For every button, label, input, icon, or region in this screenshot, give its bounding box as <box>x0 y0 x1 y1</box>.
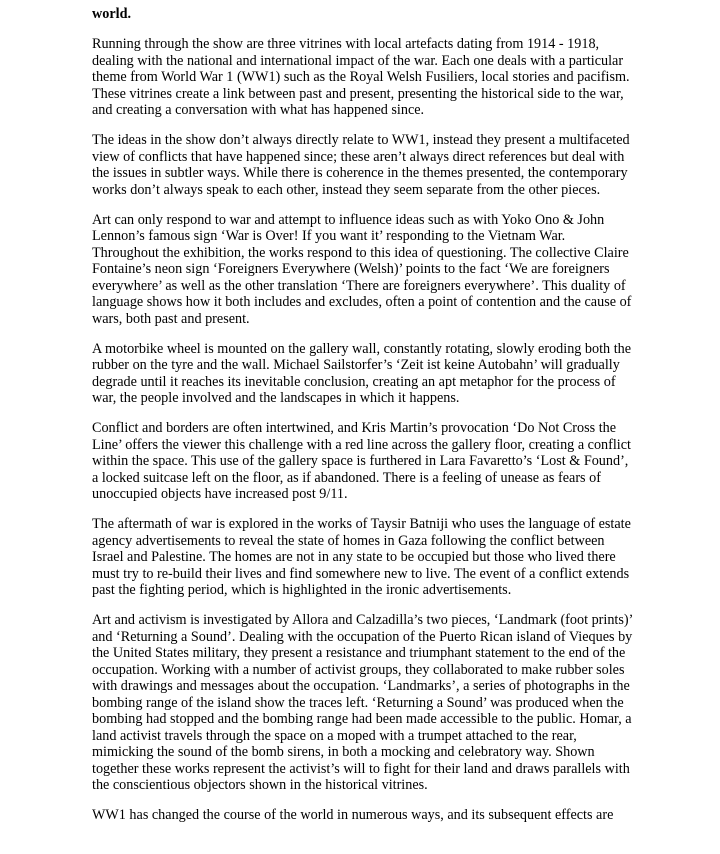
paragraph-show-ideas: The ideas in the show don’t always directly relate to WW1, instead they present a multifaceted view of conflicts that have happened since; these aren’t always direct references but deal with the issues in subtler ways. While there is coherence in the themes presented, the contemporary works don’t always speak to each other, instead they seem separate from the other pieces. <box>92 132 630 198</box>
paragraph-conflict-borders: Conflict and borders are often intertwined, and Kris Martin’s provocation ‘Do Not Cross the Line’ offers the viewer this challenge with a red line across the gallery floor, creating a conflict within the space. This use of the gallery space is furthered in Lara Favaretto’s ‘Lost & Found’, a locked suitcase left on the floor, as if abandoned. There is a feeling of unease as fears of unoccupied objects have increased post 9/11. <box>92 420 631 502</box>
paragraph-art-activism: Art and activism is investigated by Allora and Calzadilla’s two pieces, ‘Landmark (foot prints)’ and ‘Returning a Sound’. Dealing with the occupation of the Puerto Rican island of Vieques by the United States military, they present a resistance and triumphant statement to the end of the occupation. Working with a number of activist groups, they collaborated to make rubber soles with drawings and messages about the occupation. ‘Landmarks’, a series of photographs in the bombing range of the island show the traces left. ‘Returning a Sound’ was produced when the bombing had stopped and the bombing range had been made accessible to the public. Homar, a land activist travels through the space on a moped with a trumpet attached to the rear, mimicking the sound of the bomb sirens, in both a mocking and celebratory way. Shown together these works represent the activist’s will to fight for their land and draws parallels with the conscientious objectors shown in the historical vitrines. <box>92 612 633 793</box>
paragraph-aftermath: The aftermath of war is explored in the works of Taysir Batniji who uses the language of estate agency advertisements to reveal the state of homes in Gaza following the conflict between Israel and Palestine. The homes are not in any state to be occupied but those who lived there must try to re-build their lives and find somewhere new to live. The event of a conflict extends past the fighting period, which is highlighted in the ironic advertisements. <box>92 516 631 598</box>
paragraph-motorbike-wheel: A motorbike wheel is mounted on the gallery wall, constantly rotating, slowly eroding both the rubber on the tyre and the wall. Michael Sailstorfer’s ‘Zeit ist keine Autobahn’ will gradually degrade until it reaches its inevitable conclusion, creating an apt metaphor for the process of war, the people involved and the landscapes in which it happens. <box>92 340 632 406</box>
paragraph-vitrines: Running through the show are three vitrines with local artefacts dating from 1914 - 1918, dealing with the national and international impact of the war. Each one deals with a particular theme from World War 1 (WW1) such as the Royal Welsh Fusiliers, local stories and pacifism. These vitrines create a link between past and present, presenting the historical side to the war, and creating a conversation with what has happened since. <box>92 36 630 118</box>
paragraph-ww1-course: WW1 has changed the course of the world in numerous ways, and its subsequent effects are <box>92 807 614 823</box>
paragraph-heading-fragment: world. <box>92 6 132 22</box>
paragraph-art-responds: Art can only respond to war and attempt to influence ideas such as with Yoko Ono & John Lennon’s famous sign ‘War is Over! If you want it’ responding to the Vietnam War. Throughout the exhibition, the works respond to this idea of questioning. The collective Claire Fontaine’s neon sign ‘Foreigners Everywhere (Welsh)’ points to the fact ‘We are foreigners everywhere’ as well as the other translation ‘There are foreigners everywhere’. This duality of language shows how it both includes and excludes, often a point of contention and the cause of wars, both past and present. <box>92 211 632 327</box>
document-page <box>92 6 635 837</box>
